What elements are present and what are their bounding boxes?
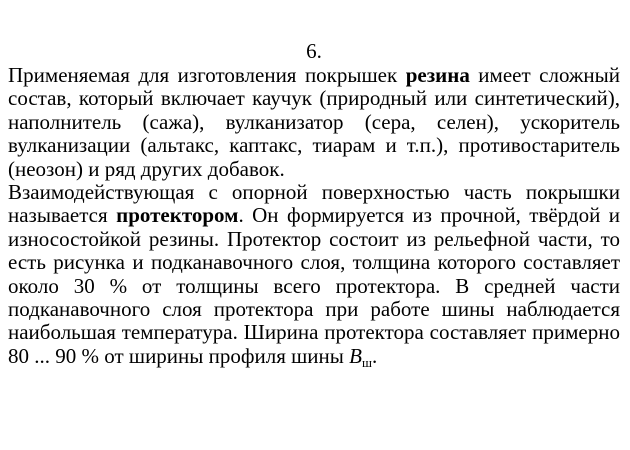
p2-text-end: . bbox=[371, 343, 378, 368]
term-tread: протектором bbox=[116, 203, 239, 228]
paragraph-rubber-composition bbox=[8, 64, 620, 181]
tire-width-symbol: B bbox=[349, 343, 362, 368]
tire-width-subscript: ш bbox=[361, 354, 372, 370]
p2-text-before: Взаимодействующая с опорной поверхностью часть покрышки называется bbox=[8, 180, 620, 228]
p2-text-after: . Он формируется из прочной, твёрдой и износостойкой резины. Протектор состоит из рельефной части, то есть рисунка и подканавочного слоя, толщина которого составляет около 30 % от толщины всего протектора. В средней части подканавочного слоя протектора при работе шины наблюдается наибольшая температура. Ширина протектора составляет примерно 80 ... 90 % от ширины профиля шины bbox=[8, 203, 620, 368]
document-page bbox=[8, 38, 620, 368]
paragraph-tread bbox=[8, 181, 620, 368]
p1-text-before: Применяемая для изготовления покрышек bbox=[8, 63, 406, 87]
p1-text-after: имеет сложный состав, который включает каучук (природный или синтетический), наполнитель (сажа), вулканизатор (сера, селен), ускоритель вулканизации (альтакс, каптакс, тиарам и т.п.), противостаритель (неозон) и ряд других добавок. bbox=[8, 63, 621, 181]
section-number: 6. bbox=[306, 39, 322, 63]
term-rubber: резина bbox=[405, 63, 470, 87]
